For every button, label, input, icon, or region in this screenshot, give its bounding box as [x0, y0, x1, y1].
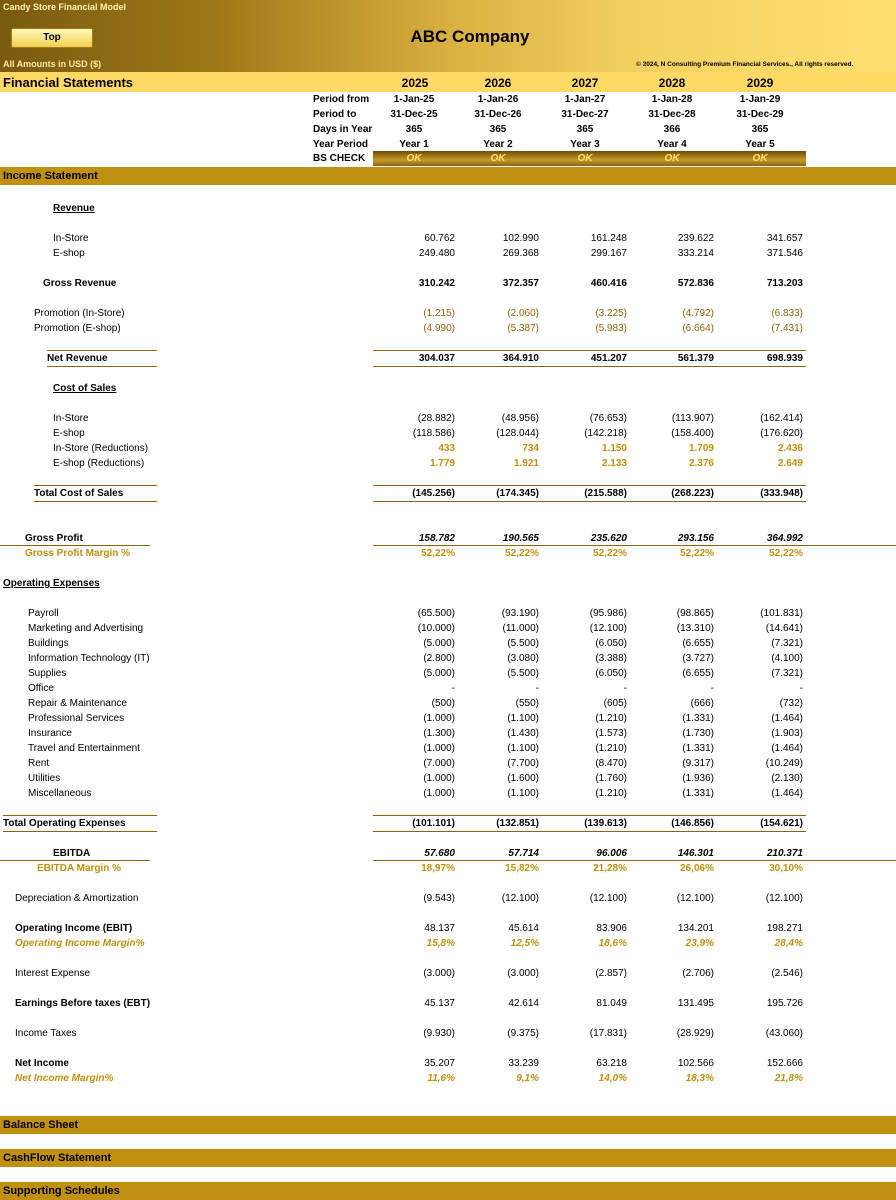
- row-value: (6.050): [595, 638, 627, 649]
- row-value: (2.706): [682, 968, 714, 979]
- row-value: 364.992: [766, 533, 803, 544]
- row-label: Operating Income (EBIT): [15, 923, 133, 934]
- row-value: (1.100): [507, 788, 539, 799]
- row-value: 364.910: [502, 353, 539, 364]
- row-value: (7.321): [771, 668, 803, 679]
- amounts-note: All Amounts in USD ($): [3, 59, 102, 69]
- period-header-value: 31-Dec-29: [736, 109, 784, 120]
- row-value: (5.500): [507, 638, 539, 649]
- row-value: 433: [438, 443, 455, 454]
- row-label: Buildings: [28, 638, 69, 649]
- bs-check-status: OK: [664, 153, 680, 164]
- row-value: (1.000): [423, 743, 455, 754]
- row-value: 18,97%: [421, 863, 455, 874]
- row-value: (12.100): [589, 893, 627, 904]
- row-value: (12.100): [676, 893, 714, 904]
- row-value: (1.903): [771, 728, 803, 739]
- row-label: Gross Profit Margin %: [25, 548, 131, 559]
- row-value: (215.588): [584, 488, 627, 499]
- bs-check-status: OK: [406, 153, 422, 164]
- divider: [373, 485, 806, 486]
- row-value: 45.614: [508, 923, 539, 934]
- row-value: 190.565: [502, 533, 539, 544]
- row-value: 52,22%: [680, 548, 714, 559]
- row-value: (605): [603, 698, 627, 709]
- divider: [373, 831, 806, 832]
- balance-sheet-bar[interactable]: [0, 1116, 896, 1134]
- period-header-value: 366: [663, 124, 681, 135]
- period-header-value: 365: [489, 124, 507, 135]
- row-value: (5.000): [423, 638, 455, 649]
- row-value: (162.414): [760, 413, 803, 424]
- divider: [0, 545, 150, 546]
- row-value: (9.317): [682, 758, 714, 769]
- row-value: 102.566: [677, 1058, 714, 1069]
- row-value: (7.000): [423, 758, 455, 769]
- row-value: (95.986): [589, 608, 627, 619]
- row-value: (28.882): [417, 413, 455, 424]
- row-label: Interest Expense: [15, 968, 91, 979]
- row-value: 57.680: [424, 848, 455, 859]
- period-header-value: Year 2: [483, 139, 513, 150]
- row-value: (1.464): [771, 713, 803, 724]
- period-header-value: 1-Jan-29: [739, 94, 781, 105]
- row-label: Depreciation & Amortization: [15, 893, 139, 904]
- row-label: Promotion (E-shop): [34, 323, 121, 334]
- row-value: 341.657: [766, 233, 803, 244]
- row-value: 52,22%: [593, 548, 627, 559]
- row-value: (6.664): [682, 323, 714, 334]
- row-value: (2.130): [771, 773, 803, 784]
- row-value: 9,1%: [516, 1073, 539, 1084]
- row-value: 239.622: [677, 233, 714, 244]
- row-value: (13.310): [676, 623, 714, 634]
- app-title: Candy Store Financial Model: [3, 2, 127, 12]
- row-value: (7.321): [771, 638, 803, 649]
- row-value: (1.600): [507, 773, 539, 784]
- row-value: 48.137: [424, 923, 455, 934]
- period-header-label: Days in Year: [313, 124, 373, 135]
- period-header-value: 31-Dec-26: [474, 109, 522, 120]
- year-header: 2028: [658, 76, 686, 90]
- period-header-value: 31-Dec-25: [390, 109, 438, 120]
- row-label: Revenue: [53, 203, 95, 214]
- row-value: (9.543): [423, 893, 455, 904]
- row-value: (1.215): [423, 308, 455, 319]
- row-value: 146.301: [677, 848, 714, 859]
- row-value: 210.371: [766, 848, 803, 859]
- row-label: Gross Profit: [25, 533, 83, 544]
- row-value: 304.037: [418, 353, 455, 364]
- row-value: 734: [522, 443, 539, 454]
- row-label: Information Technology (IT): [28, 653, 150, 664]
- row-value: (3.000): [423, 968, 455, 979]
- row-value: 152.666: [766, 1058, 803, 1069]
- period-header-label: Period to: [313, 109, 357, 120]
- row-value: (65.500): [417, 608, 455, 619]
- company-name: ABC Company: [410, 27, 530, 46]
- row-value: (101.831): [760, 608, 803, 619]
- row-value: -: [710, 683, 714, 694]
- row-label: Total Operating Expenses: [3, 818, 126, 829]
- row-value: (176.620): [760, 428, 803, 439]
- balance-sheet-title[interactable]: Balance Sheet: [3, 1119, 79, 1131]
- row-value: 2.133: [601, 458, 627, 469]
- supporting-schedules-title[interactable]: Supporting Schedules: [3, 1185, 120, 1197]
- row-label: Income Taxes: [15, 1028, 77, 1039]
- period-header-value: 1-Jan-27: [564, 94, 606, 105]
- period-header-value: 365: [405, 124, 423, 135]
- row-value: (1.730): [682, 728, 714, 739]
- row-value: -: [535, 683, 539, 694]
- divider: [373, 860, 806, 861]
- period-header-label: Year Period: [313, 139, 369, 150]
- row-value: 52,22%: [505, 548, 539, 559]
- income-statement-bar[interactable]: [0, 167, 896, 185]
- row-label: EBITDA: [53, 848, 91, 859]
- row-value: 52,22%: [769, 548, 803, 559]
- row-value: (2.546): [771, 968, 803, 979]
- row-value: (3.080): [507, 653, 539, 664]
- year-header: 2025: [401, 76, 429, 90]
- row-value: 15,82%: [505, 863, 539, 874]
- row-value: (11.000): [502, 623, 539, 634]
- row-value: (4.990): [423, 323, 455, 334]
- row-value: -: [451, 683, 455, 694]
- row-value: (1.000): [423, 773, 455, 784]
- row-value: 23,9%: [685, 938, 714, 949]
- row-value: 713.203: [766, 278, 803, 289]
- divider: [47, 366, 157, 367]
- period-header-value: 1-Jan-25: [393, 94, 435, 105]
- row-value: (2.800): [423, 653, 455, 664]
- row-label: Insurance: [28, 728, 72, 739]
- row-value: (9.375): [507, 1028, 539, 1039]
- row-label: Supplies: [28, 668, 67, 679]
- supporting-schedules-bar[interactable]: [0, 1182, 896, 1200]
- row-value: (132.851): [496, 818, 539, 829]
- row-value: (142.218): [584, 428, 627, 439]
- row-value: (93.190): [501, 608, 539, 619]
- period-header-value: Year 1: [399, 139, 429, 150]
- row-value: (1.331): [682, 788, 714, 799]
- row-value: (5.983): [595, 323, 627, 334]
- row-value: 310.242: [418, 278, 455, 289]
- row-value: 14,0%: [598, 1073, 627, 1084]
- row-value: (1.100): [507, 743, 539, 754]
- divider: [806, 545, 896, 546]
- bs-check-label: BS CHECK: [313, 153, 366, 164]
- row-value: 11,6%: [427, 1073, 455, 1084]
- row-value: (28.929): [676, 1028, 714, 1039]
- row-value: 2.376: [688, 458, 714, 469]
- row-value: (12.100): [501, 893, 539, 904]
- divider: [34, 485, 157, 486]
- row-value: 1.150: [601, 443, 627, 454]
- row-value: 57.714: [508, 848, 539, 859]
- divider: [373, 815, 806, 816]
- row-label: Cost of Sales: [53, 383, 117, 394]
- row-label: Professional Services: [28, 713, 125, 724]
- period-header-value: 1-Jan-26: [477, 94, 519, 105]
- row-value: (3.388): [595, 653, 627, 664]
- row-value: (128.044): [496, 428, 539, 439]
- row-value: (12.100): [765, 893, 803, 904]
- row-label: In-Store: [53, 233, 89, 244]
- row-value: 698.939: [766, 353, 803, 364]
- row-value: (154.621): [760, 818, 803, 829]
- row-value: (6.655): [682, 668, 714, 679]
- row-value: 2.649: [777, 458, 803, 469]
- row-value: (1.210): [595, 713, 627, 724]
- period-header-label: Period from: [313, 94, 370, 105]
- row-value: 35.207: [424, 1058, 455, 1069]
- row-value: 18,6%: [598, 938, 627, 949]
- divider: [373, 366, 806, 367]
- row-label: Operating Expenses: [3, 578, 100, 589]
- row-value: (1.000): [423, 713, 455, 724]
- row-value: 42.614: [508, 998, 539, 1009]
- row-label: In-Store: [53, 413, 89, 424]
- row-value: 2.436: [777, 443, 803, 454]
- row-value: 131.495: [677, 998, 714, 1009]
- cashflow-statement-title[interactable]: CashFlow Statement: [3, 1152, 112, 1164]
- row-value: (6.050): [595, 668, 627, 679]
- row-value: (158.400): [671, 428, 714, 439]
- row-value: (6.833): [771, 308, 803, 319]
- period-header-value: 1-Jan-28: [651, 94, 693, 105]
- row-value: (6.655): [682, 638, 714, 649]
- divider: [806, 860, 896, 861]
- copyright-note: © 2024, N Consulting Premium Financial Services., All rights reserved.: [636, 61, 854, 68]
- bs-check-status: OK: [490, 153, 506, 164]
- row-label: E-shop: [53, 428, 85, 439]
- row-label: In-Store (Reductions): [53, 443, 149, 454]
- row-value: 134.201: [677, 923, 714, 934]
- row-value: (1.430): [507, 728, 539, 739]
- divider: [34, 501, 157, 502]
- row-value: (732): [779, 698, 803, 709]
- period-header-value: 31-Dec-28: [648, 109, 696, 120]
- row-value: (1.331): [682, 743, 714, 754]
- row-value: (2.060): [507, 308, 539, 319]
- row-value: 460.416: [590, 278, 627, 289]
- financial-statements-title: Financial Statements: [3, 75, 134, 90]
- row-value: 45.137: [424, 998, 455, 1009]
- period-header-value: Year 3: [570, 139, 600, 150]
- row-value: (1.464): [771, 788, 803, 799]
- row-value: 30,10%: [769, 863, 803, 874]
- bs-check-status: OK: [752, 153, 768, 164]
- row-value: 52,22%: [421, 548, 455, 559]
- row-value: (3.000): [507, 968, 539, 979]
- row-value: (1.331): [682, 713, 714, 724]
- row-value: 21,28%: [593, 863, 627, 874]
- period-header-value: 365: [576, 124, 594, 135]
- row-value: (3.727): [682, 653, 714, 664]
- row-label: Rent: [28, 758, 50, 769]
- row-value: 28,4%: [774, 938, 803, 949]
- row-value: 1.779: [429, 458, 455, 469]
- row-value: 269.368: [502, 248, 539, 259]
- row-value: 299.167: [590, 248, 627, 259]
- row-value: 1.921: [513, 458, 539, 469]
- row-label: Marketing and Advertising: [28, 623, 144, 634]
- row-value: 96.006: [596, 848, 627, 859]
- row-label: Net Income Margin%: [15, 1073, 114, 1084]
- row-value: (1.210): [595, 788, 627, 799]
- row-value: 198.271: [766, 923, 803, 934]
- row-value: (10.249): [765, 758, 803, 769]
- row-label: Promotion (In-Store): [34, 308, 125, 319]
- row-value: 451.207: [590, 353, 627, 364]
- row-label: Payroll: [28, 608, 59, 619]
- row-value: (5.000): [423, 668, 455, 679]
- divider: [373, 545, 806, 546]
- row-value: (12.100): [589, 623, 627, 634]
- row-label: Gross Revenue: [43, 278, 117, 289]
- row-value: (98.865): [676, 608, 714, 619]
- row-value: (1.760): [595, 773, 627, 784]
- row-value: (145.256): [412, 488, 455, 499]
- row-value: (4.100): [771, 653, 803, 664]
- row-value: 18,3%: [685, 1073, 714, 1084]
- row-value: (17.831): [589, 1028, 627, 1039]
- row-label: EBITDA Margin %: [37, 863, 122, 874]
- period-header-value: 365: [751, 124, 769, 135]
- row-value: (1.000): [423, 788, 455, 799]
- row-value: (48.956): [501, 413, 539, 424]
- row-value: (43.060): [765, 1028, 803, 1039]
- row-value: 21,8%: [774, 1073, 803, 1084]
- row-label: Office: [28, 683, 54, 694]
- row-value: (5.387): [507, 323, 539, 334]
- row-value: 572.836: [677, 278, 714, 289]
- row-value: (113.907): [671, 413, 714, 424]
- row-value: (666): [690, 698, 714, 709]
- row-label: Net Income: [15, 1058, 69, 1069]
- row-value: (1.300): [423, 728, 455, 739]
- row-value: (1.100): [507, 713, 539, 724]
- row-value: (7.700): [507, 758, 539, 769]
- row-value: (76.653): [589, 413, 627, 424]
- row-value: -: [799, 683, 803, 694]
- divider: [373, 501, 806, 502]
- row-value: (2.857): [595, 968, 627, 979]
- year-header: 2026: [484, 76, 512, 90]
- row-value: 249.480: [418, 248, 455, 259]
- divider: [373, 350, 806, 351]
- row-value: 33.239: [508, 1058, 539, 1069]
- row-value: 195.726: [766, 998, 803, 1009]
- row-value: (1.210): [595, 743, 627, 754]
- row-value: (550): [515, 698, 539, 709]
- row-value: (139.613): [584, 818, 627, 829]
- period-header-value: 31-Dec-27: [561, 109, 609, 120]
- row-value: 1.709: [688, 443, 714, 454]
- row-value: (10.000): [417, 623, 455, 634]
- row-value: (1.464): [771, 743, 803, 754]
- row-value: (146.856): [671, 818, 714, 829]
- row-value: (14.641): [765, 623, 803, 634]
- row-value: 102.990: [502, 233, 539, 244]
- divider: [0, 860, 150, 861]
- row-label: Total Cost of Sales: [34, 488, 124, 499]
- year-header: 2027: [571, 76, 599, 90]
- row-value: 333.214: [677, 248, 714, 259]
- row-value: (5.500): [507, 668, 539, 679]
- row-value: (1.573): [595, 728, 627, 739]
- row-value: (9.930): [423, 1028, 455, 1039]
- row-value: (118.586): [412, 428, 455, 439]
- period-header-value: Year 5: [745, 139, 775, 150]
- income-statement-title[interactable]: Income Statement: [3, 170, 98, 182]
- year-header: 2029: [746, 76, 774, 90]
- row-value: (4.792): [682, 308, 714, 319]
- bs-check-status: OK: [577, 153, 593, 164]
- row-label: E-shop: [53, 248, 85, 259]
- row-label: E-shop (Reductions): [53, 458, 145, 469]
- row-label: Repair & Maintenance: [28, 698, 127, 709]
- row-value: 235.620: [590, 533, 627, 544]
- row-value: 561.379: [677, 353, 714, 364]
- row-value: (174.345): [496, 488, 539, 499]
- row-value: 15,8%: [426, 938, 455, 949]
- row-value: 26,06%: [680, 863, 714, 874]
- cashflow-statement-bar[interactable]: [0, 1149, 896, 1167]
- divider: [47, 350, 157, 351]
- row-value: 12,5%: [510, 938, 539, 949]
- row-value: 83.906: [596, 923, 627, 934]
- row-value: (500): [431, 698, 455, 709]
- divider: [3, 831, 157, 832]
- row-label: Travel and Entertainment: [28, 743, 140, 754]
- row-value: (101.101): [412, 818, 455, 829]
- row-value: (268.223): [671, 488, 714, 499]
- top-button[interactable]: Top: [11, 28, 93, 48]
- row-label: Operating Income Margin%: [15, 938, 145, 949]
- row-value: 371.546: [766, 248, 803, 259]
- row-label: Earnings Before taxes (EBT): [15, 998, 151, 1009]
- row-value: 372.357: [502, 278, 539, 289]
- row-label: Net Revenue: [47, 353, 108, 364]
- row-value: (7.431): [771, 323, 803, 334]
- row-value: (1.936): [682, 773, 714, 784]
- period-header-value: Year 4: [657, 139, 687, 150]
- row-value: 158.782: [418, 533, 455, 544]
- row-value: 293.156: [677, 533, 714, 544]
- row-value: (333.948): [760, 488, 803, 499]
- row-value: (3.225): [595, 308, 627, 319]
- row-label: Utilities: [28, 773, 61, 784]
- row-value: 81.049: [596, 998, 627, 1009]
- row-value: 63.218: [596, 1058, 627, 1069]
- row-value: (8.470): [595, 758, 627, 769]
- row-value: 60.762: [424, 233, 455, 244]
- row-label: Miscellaneous: [28, 788, 92, 799]
- row-value: -: [623, 683, 627, 694]
- divider: [3, 815, 157, 816]
- row-value: 161.248: [590, 233, 627, 244]
